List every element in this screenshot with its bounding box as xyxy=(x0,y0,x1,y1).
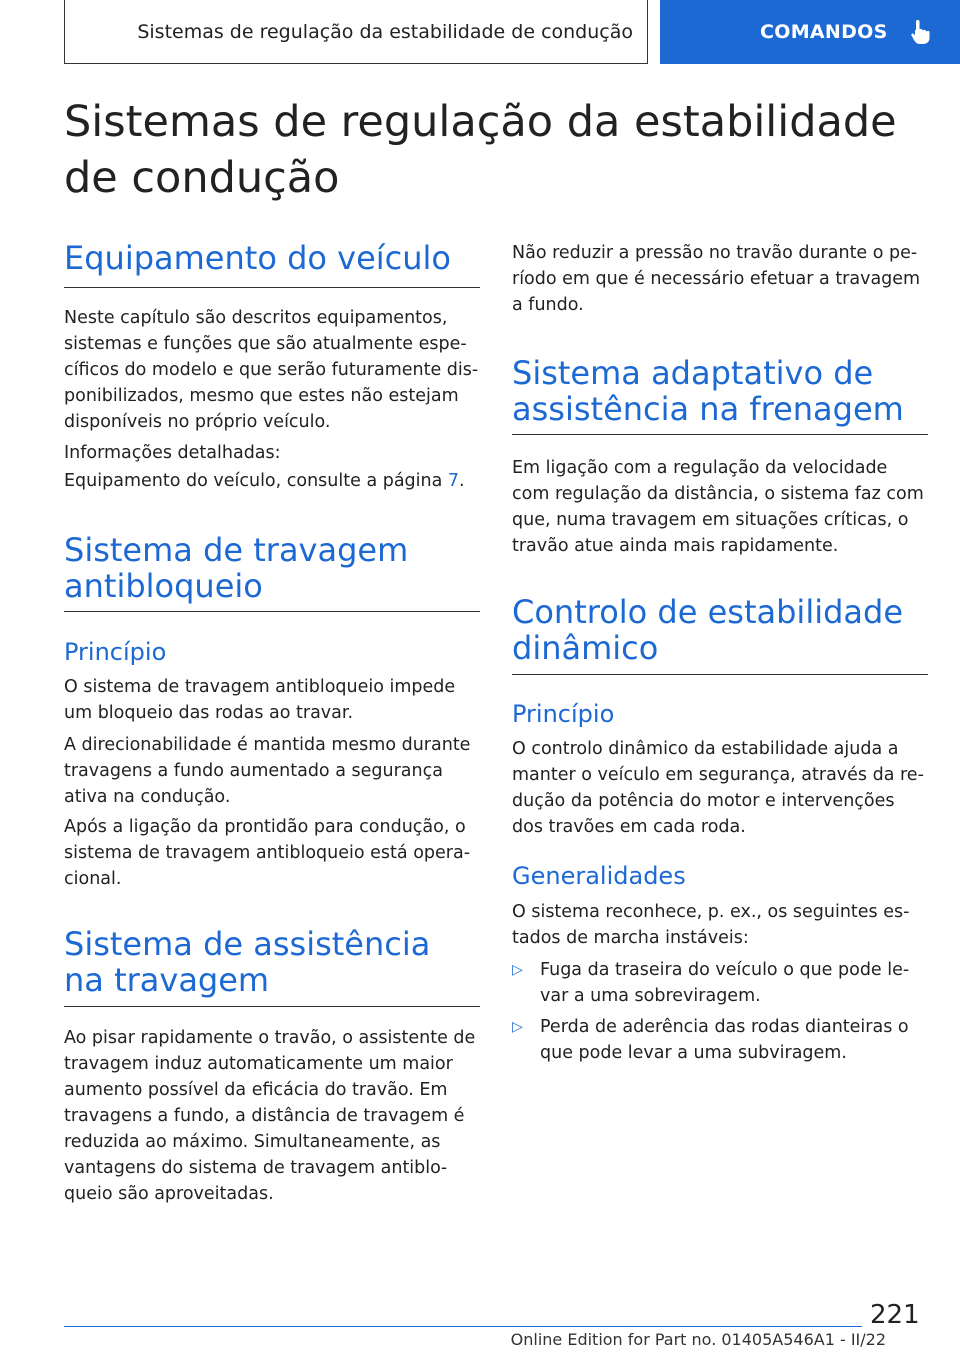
triangle-bullet-icon: ▷ xyxy=(512,1019,523,1035)
list-item-text: Fuga da traseira do veículo o que pode levar a uma sobreviragem. xyxy=(540,960,910,1006)
section-rule xyxy=(64,611,480,612)
section-rule xyxy=(64,287,480,288)
paragraph: O sistema reconhece, p. ex., os seguintes estados de marcha instáveis: xyxy=(512,902,910,948)
paragraph: Neste capítulo são descritos equipamentos, sistemas e funções que são atualmente específicos do modelo e que serão futuramente disponibilizados, mesmo que estes não estejam disponíveis no próprio veículo. xyxy=(64,308,479,432)
section-title-dsc: Controlo de estabilidade dinâmico xyxy=(512,593,904,667)
paragraph: O controlo dinâmico da estabilidade ajuda a manter o veículo em segurança, através da redução da potência do motor e intervenções dos travões em cada roda. xyxy=(512,739,924,837)
pointing-hand-icon xyxy=(910,19,932,45)
paragraph-page-reference xyxy=(64,468,480,494)
reference-end: . xyxy=(459,471,465,491)
list-item xyxy=(512,1014,928,1066)
section-title-adaptive-brake-assist: Sistema adaptativo de assistência na frenagem xyxy=(512,354,904,428)
footer-edition: Online Edition for Part no. 01405A546A1 - II/22 xyxy=(510,1330,886,1349)
triangle-bullet-icon: ▷ xyxy=(512,962,523,978)
paragraph: O sistema de travagem antibloqueio impede um bloqueio das rodas ao travar. xyxy=(64,677,456,723)
section-title-vehicle-equipment: Equipamento do veículo xyxy=(64,239,451,277)
running-header-text: Sistemas de regulação da estabilidade de condução xyxy=(137,20,633,43)
paragraph: Ao pisar rapidamente o travão, o assistente de travagem induz automaticamente um maior aumento possível da eficácia do travão. Em travagens a fundo, a distância de travagem é reduzida ao máximo. Simultaneamente, as vantagens do sistema de travagem antibloqueio são aproveitadas. xyxy=(64,1028,476,1204)
subsection-title-principle: Princípio xyxy=(512,700,615,728)
page-link[interactable]: 7 xyxy=(447,471,460,491)
list-item xyxy=(512,957,928,1009)
footer-rule xyxy=(64,1326,862,1327)
section-rule xyxy=(512,434,928,435)
chapter-label: COMANDOS xyxy=(760,21,888,43)
section-title-abs: Sistema de travagem antibloqueio xyxy=(64,531,409,605)
subsection-title-general: Generalidades xyxy=(512,862,686,890)
paragraph: A direcionabilidade é mantida mesmo durante travagens a fundo aumentado a segurança ativa na condução. xyxy=(64,735,471,807)
section-rule xyxy=(64,1006,480,1007)
paragraph: Em ligação com a regulação da velocidade com regulação da distância, o sistema faz com que, numa travagem em situações críticas, o travão atue ainda mais rapidamente. xyxy=(512,458,924,556)
section-title-brake-assist: Sistema de assistência na travagem xyxy=(64,925,431,999)
subsection-title-principle: Princípio xyxy=(64,638,167,666)
page-title: Sistemas de regulação da estabilidade de condução xyxy=(64,97,897,203)
reference-text: Equipamento do veículo, consulte a página xyxy=(64,471,448,491)
section-rule xyxy=(512,674,928,675)
chapter-tab xyxy=(660,0,960,64)
paragraph: Não reduzir a pressão no travão durante o período em que é necessário efetuar a travagem a fundo. xyxy=(512,243,921,315)
page-number: 221 xyxy=(870,1300,920,1330)
paragraph: Informações detalhadas: xyxy=(64,443,281,463)
list-item-text: Perda de aderência das rodas dianteiras o que pode levar a uma subviragem. xyxy=(540,1017,909,1063)
paragraph: Após a ligação da prontidão para condução, o sistema de travagem antibloqueio está operacional. xyxy=(64,817,471,889)
running-header-section xyxy=(64,0,648,64)
